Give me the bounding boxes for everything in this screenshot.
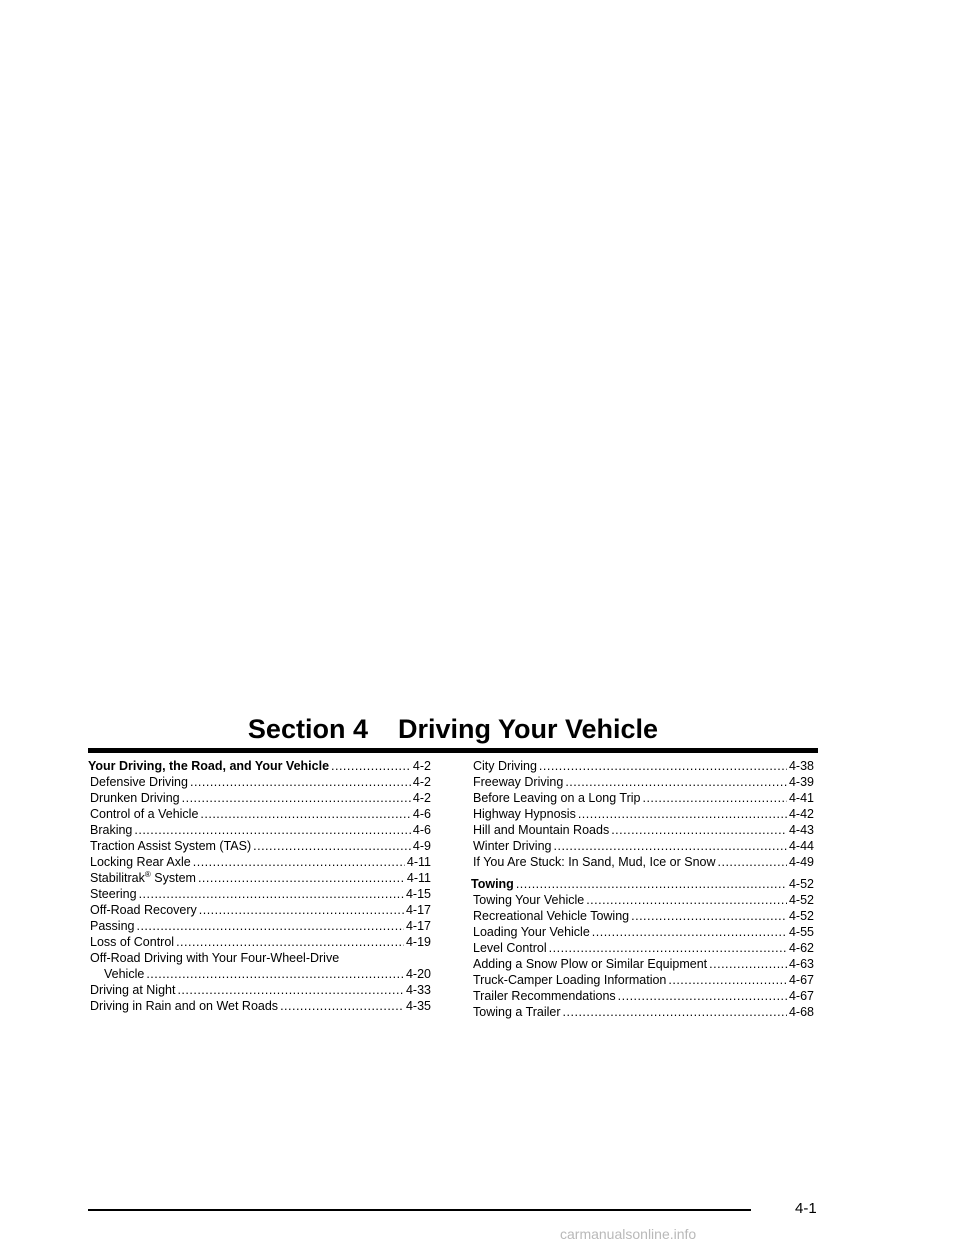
dot-leader — [631, 908, 787, 924]
toc-item-traction-assist[interactable] — [88, 838, 431, 854]
toc-page-number: 4-9 — [412, 839, 431, 853]
toc-item-loss-of-control[interactable] — [88, 934, 431, 950]
toc-item-long-trip[interactable] — [471, 790, 814, 806]
dot-leader — [563, 1004, 787, 1020]
toc-item-label: Adding a Snow Plow or Similar Equipment — [473, 957, 708, 971]
toc-heading-label: Towing — [471, 877, 514, 891]
dot-leader — [177, 982, 404, 998]
footer-divider — [88, 1209, 751, 1211]
toc-page-number: 4-41 — [788, 791, 814, 805]
dot-leader — [331, 758, 411, 774]
toc-item-snow-plow[interactable] — [471, 956, 814, 972]
toc-page-number: 4-6 — [412, 807, 431, 821]
watermark: carmanualsonline.info — [560, 1226, 697, 1242]
toc-item-label: City Driving — [473, 759, 537, 773]
toc-right-column — [471, 758, 814, 1020]
toc-item-towing-your-vehicle[interactable] — [471, 892, 814, 908]
toc-item-off-road-driving-line2[interactable] — [88, 966, 431, 982]
dot-leader — [586, 892, 787, 908]
toc-page-number: 4-43 — [788, 823, 814, 837]
dot-leader — [592, 924, 787, 940]
toc-page-number: 4-17 — [405, 919, 431, 933]
toc-page-number: 4-55 — [788, 925, 814, 939]
dot-leader — [539, 758, 787, 774]
dot-leader — [668, 972, 787, 988]
dot-leader — [139, 886, 404, 902]
toc-item-label: Passing — [90, 919, 135, 933]
toc-item-label-prefix: Stabilitrak — [90, 871, 145, 885]
toc-page-number: 4-52 — [788, 893, 814, 907]
toc-item-label: Before Leaving on a Long Trip — [473, 791, 641, 805]
toc-page-number: 4-42 — [788, 807, 814, 821]
toc-item-label: Control of a Vehicle — [90, 807, 199, 821]
dot-leader — [253, 838, 411, 854]
toc-item-label: Level Control — [473, 941, 547, 955]
toc-item-off-road-recovery[interactable] — [88, 902, 431, 918]
toc-item-city-driving[interactable] — [471, 758, 814, 774]
toc-page-number: 4-68 — [788, 1005, 814, 1019]
toc-item-label: Braking — [90, 823, 133, 837]
toc-item-loading-your-vehicle[interactable] — [471, 924, 814, 940]
dot-leader — [565, 774, 787, 790]
dot-leader — [176, 934, 404, 950]
dot-leader — [549, 940, 787, 956]
toc-heading-towing[interactable] — [471, 876, 814, 892]
dot-leader — [193, 854, 405, 870]
toc-item-label: Steering — [90, 887, 137, 901]
dot-leader — [554, 838, 787, 854]
section-title: Section 4 Driving Your Vehicle — [247, 714, 659, 744]
section-divider — [88, 748, 818, 753]
toc-item-label: Towing a Trailer — [473, 1005, 561, 1019]
toc-page-number: 4-2 — [412, 759, 431, 773]
toc-item-label: Loss of Control — [90, 935, 175, 949]
toc-item-driving-at-night[interactable] — [88, 982, 431, 998]
toc-page-number: 4-35 — [405, 999, 431, 1013]
toc-item-level-control[interactable] — [471, 940, 814, 956]
toc-item-winter-driving[interactable] — [471, 838, 814, 854]
dot-leader — [190, 774, 411, 790]
toc-page-number: 4-20 — [405, 967, 431, 981]
toc-item-driving-in-rain[interactable] — [88, 998, 431, 1014]
dot-leader — [280, 998, 404, 1014]
toc-item-towing-a-trailer[interactable] — [471, 1004, 814, 1020]
toc-item-label: Trailer Recommendations — [473, 989, 616, 1003]
toc-item-braking[interactable] — [88, 822, 431, 838]
toc-item-label: Driving in Rain and on Wet Roads — [90, 999, 279, 1013]
toc-item-if-you-are-stuck[interactable] — [471, 854, 814, 870]
toc-left-column — [88, 758, 431, 1014]
toc-page-number: 4-52 — [788, 877, 814, 891]
toc-page-number: 4-62 — [788, 941, 814, 955]
toc-item-highway-hypnosis[interactable] — [471, 806, 814, 822]
toc-item-label: Recreational Vehicle Towing — [473, 909, 630, 923]
dot-leader — [611, 822, 787, 838]
toc-item-stabilitrak-system[interactable] — [88, 870, 431, 886]
toc-item-label: Traction Assist System (TAS) — [90, 839, 252, 853]
toc-page-number: 4-33 — [405, 983, 431, 997]
toc-page-number: 4-17 — [405, 903, 431, 917]
toc-item-label: Drunken Driving — [90, 791, 180, 805]
toc-page-number: 4-11 — [406, 871, 431, 885]
toc-item-steering[interactable] — [88, 886, 431, 902]
toc-item-trailer-recommendations[interactable] — [471, 988, 814, 1004]
toc-item-label: Hill and Mountain Roads — [473, 823, 610, 837]
toc-item-drunken-driving[interactable] — [88, 790, 431, 806]
dot-leader — [198, 870, 405, 886]
dot-leader — [136, 918, 403, 934]
toc-heading-your-driving[interactable] — [88, 758, 431, 774]
toc-page-number: 4-67 — [788, 973, 814, 987]
toc-item-label: Off-Road Recovery — [90, 903, 197, 917]
toc-page-number: 4-6 — [412, 823, 431, 837]
dot-leader — [516, 876, 787, 892]
toc-item-off-road-driving-line1[interactable] — [88, 950, 431, 966]
toc-item-label: If You Are Stuck: In Sand, Mud, Ice or Snow — [473, 855, 716, 869]
toc-item-truck-camper[interactable] — [471, 972, 814, 988]
toc-item-label: Loading Your Vehicle — [473, 925, 590, 939]
toc-item-label: Truck-Camper Loading Information — [473, 973, 667, 987]
toc-item-freeway-driving[interactable] — [471, 774, 814, 790]
toc-item-control-of-a-vehicle[interactable] — [88, 806, 431, 822]
toc-item-label: Winter Driving — [473, 839, 552, 853]
toc-item-label-continued: Vehicle — [104, 967, 145, 981]
toc-page-number: 4-52 — [788, 909, 814, 923]
toc-item-label: Towing Your Vehicle — [473, 893, 585, 907]
toc-item-hill-mountain-roads[interactable] — [471, 822, 814, 838]
toc-page-number: 4-49 — [788, 855, 814, 869]
toc-page-number: 4-63 — [788, 957, 814, 971]
toc-page-number: 4-11 — [406, 855, 431, 869]
toc-page-number: 4-38 — [788, 759, 814, 773]
dot-leader — [718, 854, 787, 870]
toc-item-locking-rear-axle[interactable] — [88, 854, 431, 870]
toc-page-number: 4-44 — [788, 839, 814, 853]
toc-page-number: 4-39 — [788, 775, 814, 789]
toc-page-number: 4-2 — [412, 775, 431, 789]
toc-item-recreational-towing[interactable] — [471, 908, 814, 924]
toc-item-label: Driving at Night — [90, 983, 176, 997]
dot-leader — [182, 790, 411, 806]
toc-item-label: Off-Road Driving with Your Four-Wheel-Drive — [90, 951, 340, 965]
page-number: 4-1 — [795, 1200, 817, 1217]
toc-page-number: 4-15 — [405, 887, 431, 901]
toc-item-label: Freeway Driving — [473, 775, 564, 789]
toc-item-label: Locking Rear Axle — [90, 855, 191, 869]
toc-page-number: 4-2 — [412, 791, 431, 805]
toc-item-defensive-driving[interactable] — [88, 774, 431, 790]
registered-mark: ® — [144, 869, 151, 879]
dot-leader — [200, 806, 411, 822]
dot-leader — [578, 806, 787, 822]
toc-item-label-suffix: System — [150, 871, 196, 885]
toc-item-label: Highway Hypnosis — [473, 807, 576, 821]
dot-leader — [709, 956, 787, 972]
dot-leader — [146, 966, 404, 982]
toc-page-number: 4-19 — [405, 935, 431, 949]
dot-leader — [618, 988, 787, 1004]
toc-item-passing[interactable] — [88, 918, 431, 934]
dot-leader — [642, 790, 786, 806]
toc-item-label — [90, 870, 196, 886]
toc-heading-label: Your Driving, the Road, and Your Vehicle — [88, 759, 330, 773]
toc-page-number: 4-67 — [788, 989, 814, 1003]
dot-leader — [199, 902, 404, 918]
toc-item-label: Defensive Driving — [90, 775, 188, 789]
dot-leader — [134, 822, 411, 838]
